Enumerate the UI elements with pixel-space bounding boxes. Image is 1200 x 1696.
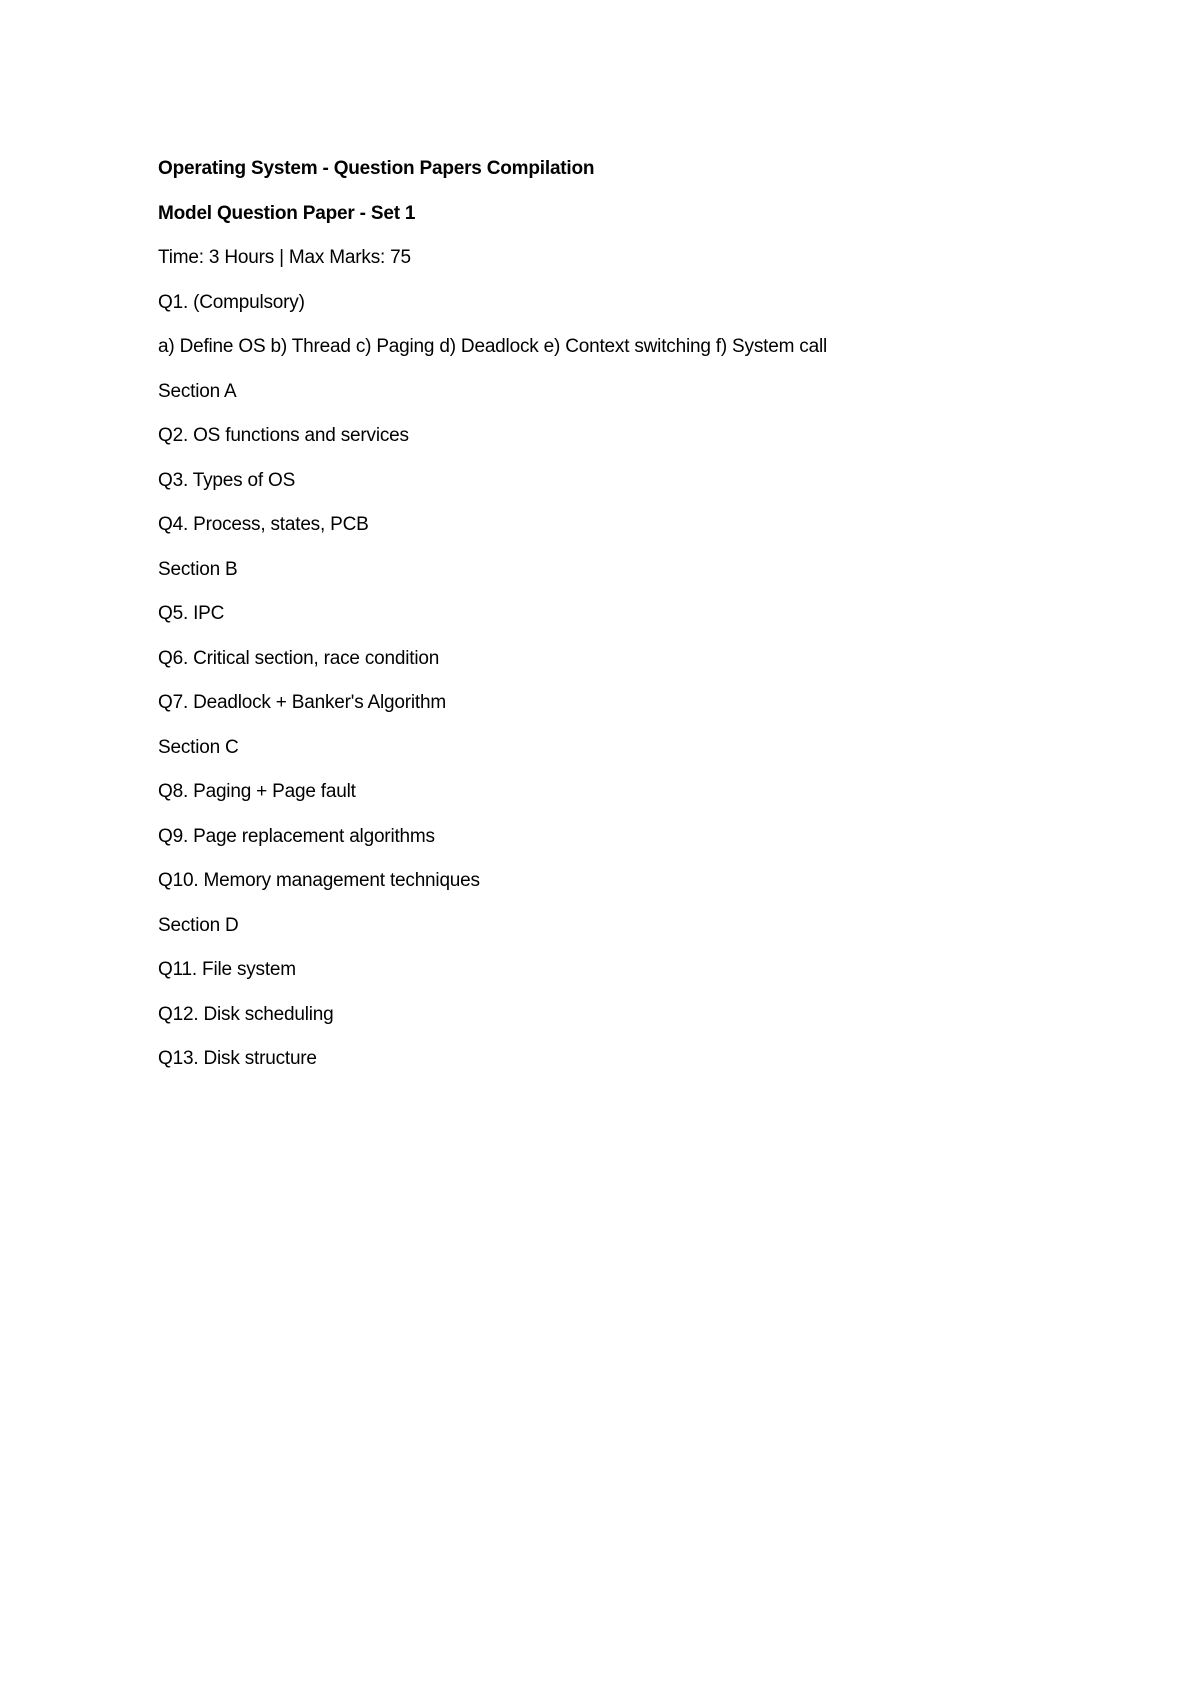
section-heading: Section B — [158, 558, 238, 580]
question-line: Q12. Disk scheduling — [158, 1003, 334, 1025]
question-line: Q9. Page replacement algorithms — [158, 825, 435, 847]
section-heading: Section A — [158, 380, 237, 402]
question-line: Q7. Deadlock + Banker's Algorithm — [158, 692, 446, 713]
document-subtitle: Model Question Paper - Set 1 — [158, 202, 416, 224]
document-body — [158, 158, 1108, 1093]
question-line: Q4. Process, states, PCB — [158, 514, 369, 535]
document-title: Operating System - Question Papers Compilation — [158, 158, 595, 179]
section-heading: Section C — [158, 736, 239, 758]
question-line: Q6. Critical section, race condition — [158, 647, 440, 669]
exam-meta: Time: 3 Hours | Max Marks: 75 — [158, 247, 411, 268]
section-heading: Section D — [158, 914, 239, 936]
question-line: Q8. Paging + Page fault — [158, 781, 356, 802]
question-line: Q11. File system — [158, 959, 296, 980]
question-line: Q10. Memory management techniques — [158, 870, 480, 891]
question-line: Q13. Disk structure — [158, 1048, 317, 1069]
question-line: Q3. Types of OS — [158, 469, 296, 491]
question-line: Q2. OS functions and services — [158, 425, 409, 446]
question-line: Q5. IPC — [158, 603, 225, 624]
question-line: a) Define OS b) Thread c) Paging d) Deadlock e) Context switching f) System call — [158, 336, 827, 357]
question-line: Q1. (Compulsory) — [158, 291, 305, 313]
